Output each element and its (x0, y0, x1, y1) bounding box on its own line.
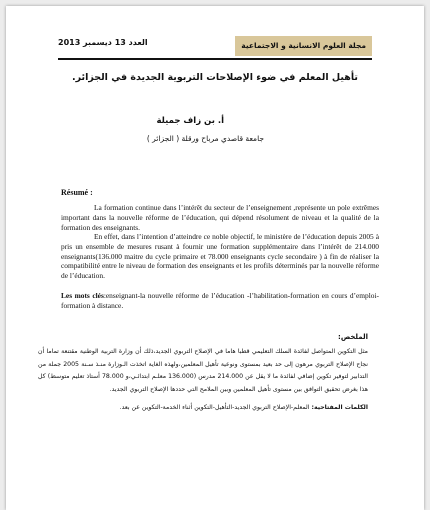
resume-keywords (61, 291, 379, 311)
issue-number: العدد 13 ديسمبر 2013 (58, 38, 148, 47)
author-affiliation: جامعة قاصدي مرباح ورقلة ( الجزائر ) (146, 134, 264, 143)
keywords-text-fr: :enseignant-la nouvelle réforme de l’éducation -l’habilitation-formation en cours d’emploi-formation à distance. (61, 291, 379, 310)
article-author: أ. بن زاف جميلة (156, 116, 224, 126)
resume-paragraph-2: En effet, dans l’intention d’atteindre ce noble objectif, le ministère de l’éducation depuis 2005 à pris un ensemble de mesures rusant à fournir une formation supplémentaire dans l’intérêt de 214.000 enseignants(136.000 maitre du cycle primaire et 78.000 enseignants cycle secondaire ) à fin de réaliser la compatibilité entre le niveau de formation des enseignants et les profils déterminés par la nouvelle réforme de l’éducation. (61, 232, 379, 281)
document-page (6, 6, 424, 510)
mulakhas-keywords (38, 404, 368, 411)
keywords-text-ar: المعلم-الإصلاح التربوي الجديد-التأهيل-التكوين أثناء الخدمة-التكوين عن بعد. (119, 404, 312, 411)
page-header (58, 36, 372, 60)
resume-paragraph-1: La formation continue dans l’intérêt du secteur de l’enseignement ,représente un pole extrêmes important dans la nouvelle réforme de l’éducation, qui dépend résolument de niveau et la qualité de la formation des enseignants. (61, 203, 379, 232)
mulakhas-heading: الملخص: (338, 333, 368, 341)
resume-heading: Résumé : (61, 188, 93, 197)
article-title: تأهيل المعلم في ضوء الإصلاحات التربوية الجديدة في الجزائر. (72, 72, 358, 83)
keywords-label-ar: الكلمات المفتاحية: (311, 404, 368, 411)
keywords-label-fr: Les mots clés (61, 291, 104, 300)
journal-name: مجلة العلوم الانسانية و الاجتماعية (235, 36, 372, 56)
mulakhas-paragraph: مثل التكوين المتواصل لفائدة السلك التعليمي قطبا هاما في الإصلاح التربوي الجديد،ذلك أن وزارة التربية الوطنية مقتنعة تماما أن نجاح الإصلاح التربوي مرهون إلى حد بعيد بمستوى ونوعية تأهيل المعلمين،ولهذه الغاية اتخذت الـوزارة منـذ سـنة 2005 جملة من التدابير لتوفير تكوين إضافي لفائدة ما لا يقل عن 214.000 مدرس (136.000 معلـم ابتدائـي،و 78.000 أستاذ تعليم متوسط) كل هذا بغرض تحقيق التوافق بين مستوى تأهيل المعلمين وبين الملامح التي حددها الإصلاح التربوي الجديد. (38, 348, 368, 393)
